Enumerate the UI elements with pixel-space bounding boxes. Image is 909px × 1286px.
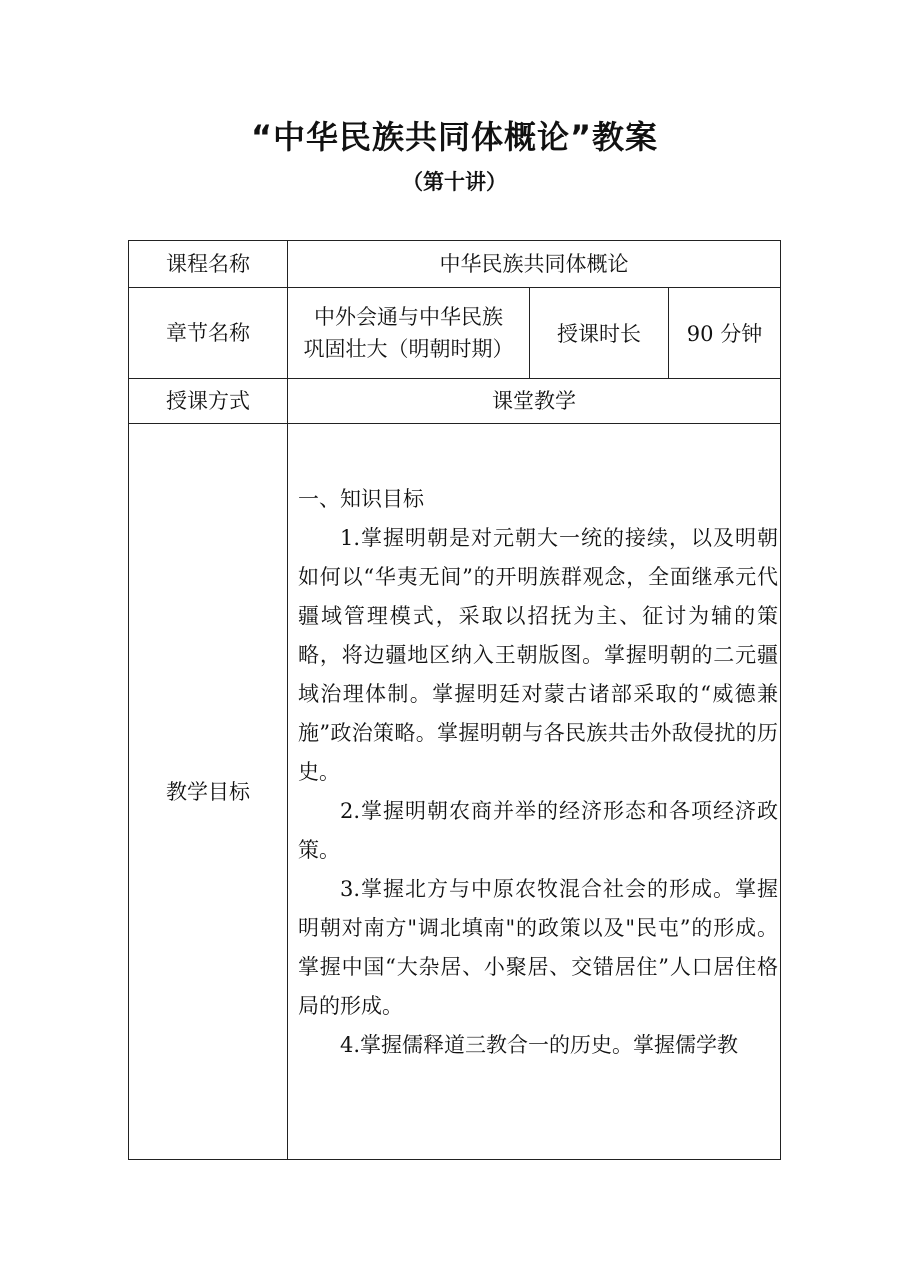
goals-heading: 一、知识目标: [298, 487, 424, 511]
goals-label: 教学目标: [129, 424, 288, 1160]
goals-paragraph: 2.掌握明朝农商并举的经济形态和各项经济政策。: [298, 799, 779, 862]
goals-paragraph: 1.掌握明朝是对元朝大一统的接续，以及明朝如何以“华夷无间”的开明族群观念，全面继承元代疆域管理模式，采取以招抚为主、征讨为辅的策略，将边疆地区纳入王朝版图。掌握明朝的二元疆域治理体制。掌握明廷对蒙古诸部采取的“威德兼施”政治策略。掌握明朝与各民族共击外敌侵扰的历史。: [298, 526, 779, 784]
chapter-label: 章节名称: [129, 288, 288, 379]
duration-value: 90 分钟: [669, 288, 781, 379]
duration-label: 授课时长: [530, 288, 669, 379]
course-row: [129, 241, 781, 288]
chapter-value-line2: 巩固壮大（明朝时期）: [303, 337, 514, 361]
lesson-plan-table: [128, 240, 781, 1160]
method-value: 课堂教学: [288, 379, 781, 424]
goals-row: [129, 424, 781, 1160]
chapter-value-line1: 中外会通与中华民族: [314, 305, 503, 329]
chapter-row: [129, 288, 781, 379]
goals-paragraph: 4.掌握儒释道三教合一的历史。掌握儒学教: [340, 1033, 739, 1057]
course-value: 中华民族共同体概论: [288, 241, 781, 288]
course-label: 课程名称: [129, 241, 288, 288]
document-title: “中华民族共同体概论”教案: [250, 118, 659, 156]
method-label: 授课方式: [129, 379, 288, 424]
goals-paragraph: 3.掌握北方与中原农牧混合社会的形成。掌握明朝对南方"调北填南"的政策以及"民屯”的形成。掌握中国“大杂居、小聚居、交错居住”人口居住格局的形成。: [298, 877, 779, 1018]
document-subtitle: （第十讲）: [402, 169, 507, 194]
method-row: [129, 379, 781, 424]
chapter-value: [288, 288, 530, 379]
goals-content: [288, 424, 780, 1065]
goals-cell: [288, 424, 781, 1160]
